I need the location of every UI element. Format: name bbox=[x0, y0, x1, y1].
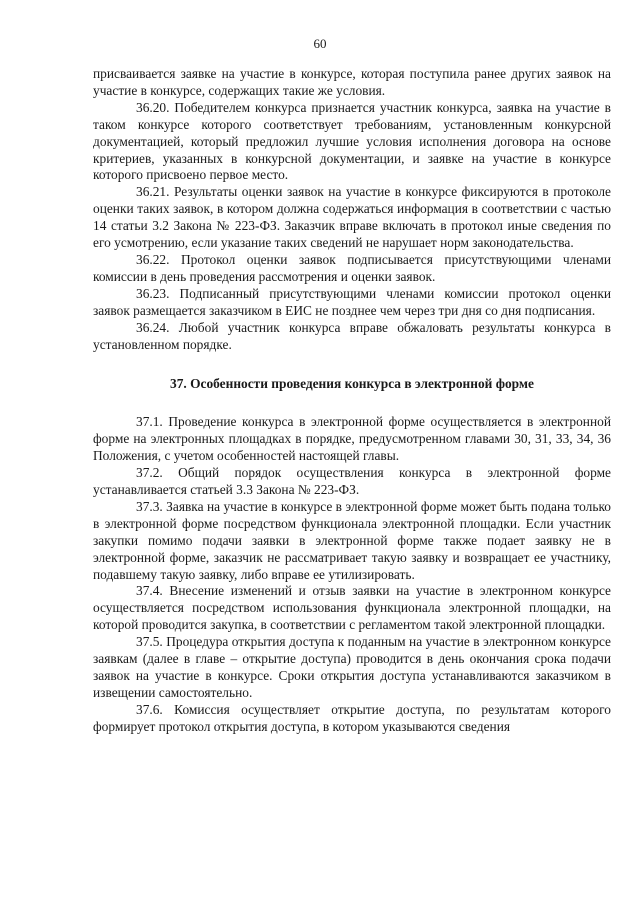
paragraph-36-24: 36.24. Любой участник конкурса вправе обжаловать результаты конкурса в установленном порядке. bbox=[93, 319, 611, 352]
document-body bbox=[93, 66, 611, 736]
paragraph-37-5: 37.5. Процедура открытия доступа к поданным на участие в электронном конкурсе заявкам (далее в главе – открытие доступа) проводится в день окончания срока подачи заявок на участие в конкурсе. Сроки открытия доступа устанавливаются заказчиком в извещении самостоятельно. bbox=[93, 634, 611, 700]
paragraph-37-1: 37.1. Проведение конкурса в электронной форме осуществляется в электронной форме на электронных площадках в порядке, предусмотренном главами 30, 31, 33, 34, 36 Положения, с учетом особенностей настоящей главы. bbox=[93, 414, 611, 464]
paragraph-36-21: 36.21. Результаты оценки заявок на участие в конкурсе фиксируются в протоколе оценки таких заявок, в котором должна содержаться информация в соответствии с частью 14 статьи 3.2 Закона № 223-ФЗ. Заказчик вправе включать в протокол иные сведения по его усмотрению, если указание таких сведений не нарушает норм законодательства. bbox=[93, 184, 611, 251]
paragraph-continuation: присваивается заявке на участие в конкурсе, которая поступила ранее других заявок на участие в конкурсе, содержащих такие же условия. bbox=[93, 66, 611, 98]
section-heading: 37. Особенности проведения конкурса в электронной форме bbox=[170, 376, 534, 392]
paragraph-36-22: 36.22. Протокол оценки заявок подписывается присутствующими членами комиссии в день проведения рассмотрения и оценки заявок. bbox=[93, 251, 611, 284]
paragraph-37-2: 37.2. Общий порядок осуществления конкурса в электронной форме устанавливается статьей 3.3 Закона № 223-ФЗ. bbox=[93, 465, 611, 498]
paragraph-37-6: 37.6. Комиссия осуществляет открытие доступа, по результатам которого формирует протокол открытия доступа, в котором указываются сведения bbox=[93, 701, 611, 734]
paragraph-36-23: 36.23. Подписанный присутствующими членами комиссии протокол оценки заявок размещается заказчиком в ЕИС не позднее чем через три дня со дня подписания. bbox=[93, 285, 611, 318]
paragraph-36-20: 36.20. Победителем конкурса признается участник конкурса, заявка на участие в таком конкурсе которого соответствует требованиям, установленным конкурсной документацией, который предложил лучшие условия исполнения договора на основе критериев, указанных в конкурсной документации, и заявке на участие в конкурсе которого присвоено первое место. bbox=[93, 99, 611, 183]
paragraph-37-4: 37.4. Внесение изменений и отзыв заявки на участие в электронном конкурсе осуществляется посредством использования функционала электронной площадки, на которой проводится закупка, в соответствии с регламентом такой электронной площадки. bbox=[93, 583, 611, 633]
paragraph-37-3: 37.3. Заявка на участие в конкурсе в электронной форме может быть подана только в электронной форме посредством функционала электронной площадки. Если участник закупки помимо подачи заявки в электронной форме также подает заявку не в электронной форме, заказчик не рассматривает такую заявку и возвращает ее участнику, подавшему такую заявку, либо вправе ее утилизировать. bbox=[93, 498, 611, 582]
page-number: 60 bbox=[313, 36, 327, 51]
